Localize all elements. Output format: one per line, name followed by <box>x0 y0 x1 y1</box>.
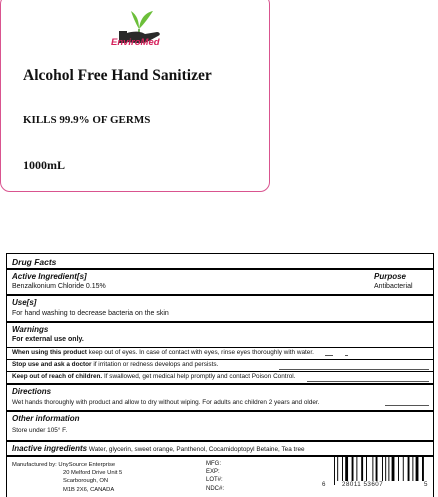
barcode-digit-left: 6 <box>322 481 326 488</box>
product-volume: 1000mL <box>23 158 65 172</box>
address-line-2: Scarborough, ON <box>63 478 109 485</box>
brand-name: EnviroMed <box>111 37 160 48</box>
directions-heading: Directions <box>12 387 52 396</box>
germ-claim: KILLS 99.9% OF GERMS <box>23 114 151 126</box>
front-label <box>0 0 270 192</box>
external-use-warning: For external use only. <box>12 336 84 343</box>
address-line-1: 20 Melford Drive Unit 5 <box>63 470 123 477</box>
barcode-digits: 28011 53607 <box>342 481 384 488</box>
other-info-text: Store under 105° F. <box>12 427 68 434</box>
inactive-ingredients: Inactive ingredients Water, glycerin, sweet orange, Panthenol, Cocamidoptopyl Betaine, Tea tree <box>12 444 305 453</box>
other-info-heading: Other information <box>12 414 80 423</box>
address-line-3: M1B 2X6, CANADA <box>63 486 115 493</box>
drug-facts-heading: Drug Facts <box>12 257 57 267</box>
active-ingredient: Benzalkonium Chloride 0.15% <box>12 283 106 290</box>
warning-stop-use: Stop use and ask a doctor if irritation or redness develops and persists. <box>12 361 219 368</box>
active-ingredient-heading: Active Ingredient[s] <box>12 272 87 281</box>
purpose-value: Antibacterial <box>374 283 413 290</box>
barcode-digit-right: 5 <box>424 481 428 488</box>
lot-field: LOT#: <box>206 477 223 484</box>
use-heading: Use[s] <box>12 298 37 307</box>
warning-keep-out-of-reach: Keep out of reach of children. If swallowed, get medical help promptly and contact Poison Control. <box>12 373 296 380</box>
product-name: Alcohol Free Hand Sanitizer <box>23 67 212 84</box>
directions-text: Wet hands thoroughly with product and allow to dry without wiping. For adults anc children 2 years and older. <box>12 399 320 406</box>
mfg-field: MFG: <box>206 461 221 467</box>
manufactured-by: Manufactured by: UnySource Enterprise <box>12 462 116 468</box>
lot-info-block <box>206 460 224 493</box>
use-text: For hand washing to decrease bacteria on the skin <box>12 310 169 317</box>
warnings-heading: Warnings <box>12 325 49 334</box>
ndc-field: NDC#: <box>206 485 225 492</box>
purpose-heading: Purpose <box>374 272 407 281</box>
warning-when-using: When using this product keep out of eyes. In case of contact with eyes, rinse eyes thoroughly with water. <box>12 349 314 356</box>
manufacturer-block <box>12 461 122 494</box>
exp-field: EXP: <box>206 469 220 476</box>
